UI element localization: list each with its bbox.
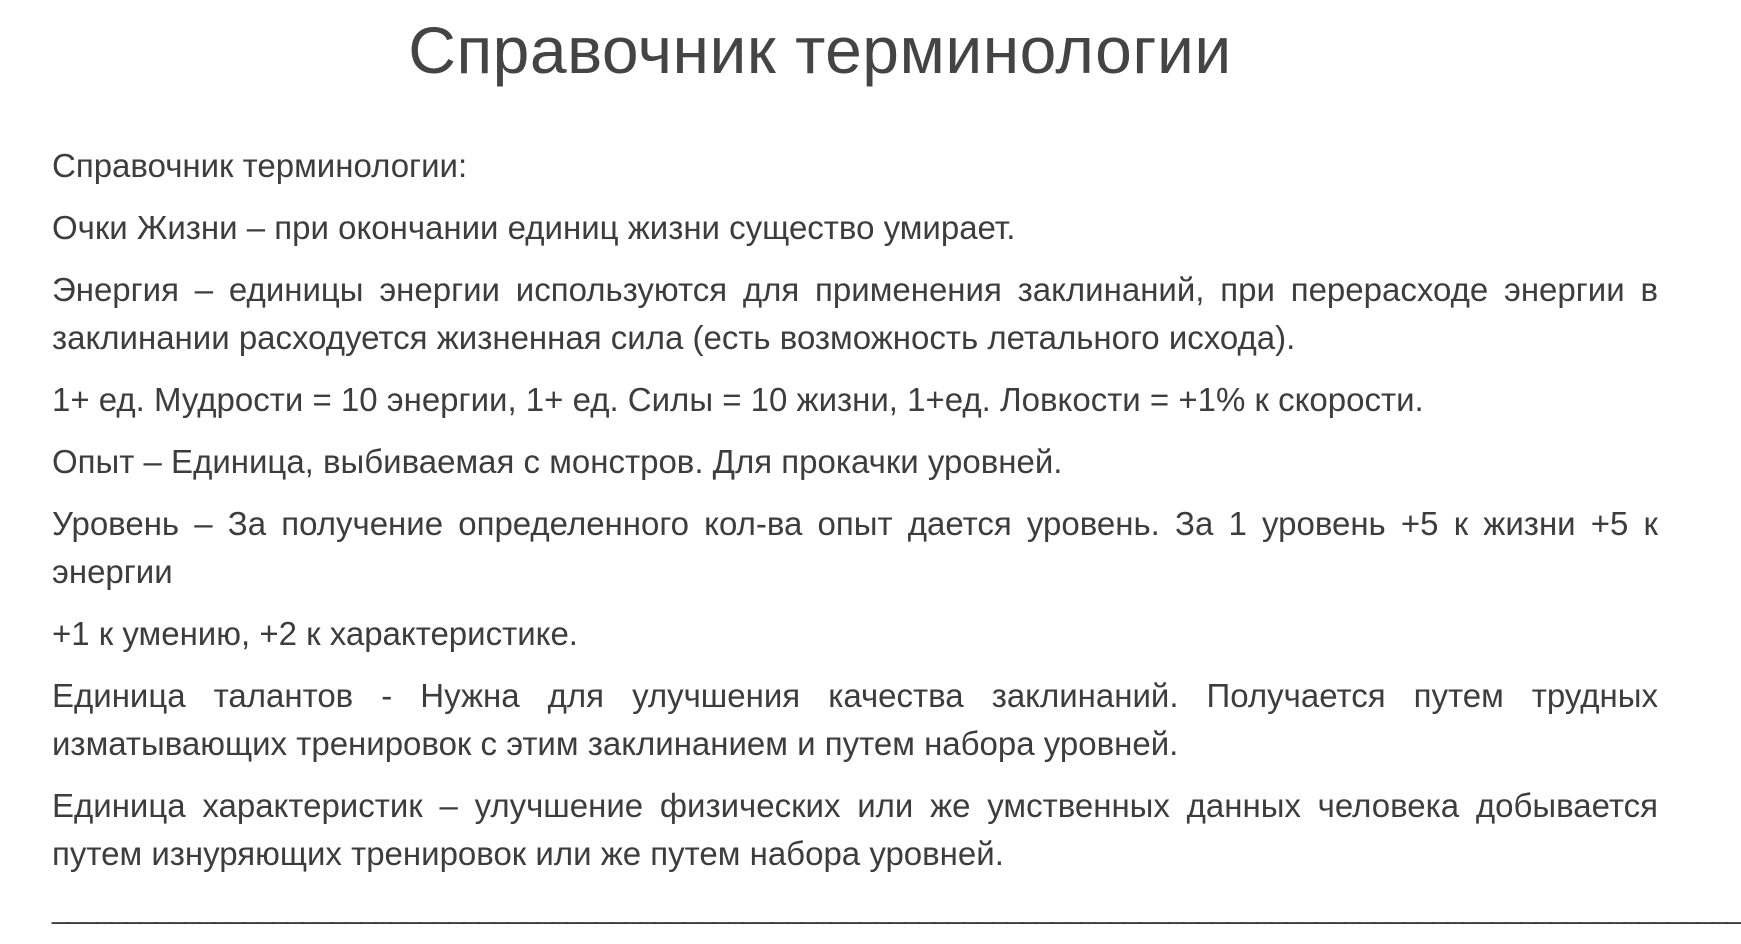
- page-title: Справочник терминологии: [408, 13, 1232, 87]
- paragraph-level: Уровень – За получение определенного кол-ва опыт дается уровень. За 1 уровень +5 к жизни +5 к энергии: [52, 505, 1658, 590]
- paragraph-heading: Справочник терминологии:: [52, 147, 468, 184]
- separator-line: ___________________________________________________________________________________________________________________: [52, 892, 1741, 925]
- paragraph-energy: Энергия – единицы энергии используются для применения заклинаний, при перерасходе энергии в заклинании расходуется жизненная сила (есть возможность летального исхода).: [52, 271, 1658, 356]
- document-body: [52, 142, 1741, 940]
- paragraph-experience: Опыт – Единица, выбиваемая с монстров. Для прокачки уровней.: [52, 443, 1063, 480]
- paragraph-level-bonus: +1 к умению, +2 к характеристике.: [52, 615, 578, 652]
- paragraph-characteristic-units: Единица характеристик – улучшение физических или же умственных данных человека добывается путем изнуряющих тренировок или же путем набора уровней.: [52, 787, 1658, 872]
- paragraph-stat-conversion: 1+ ед. Мудрости = 10 энергии, 1+ ед. Силы = 10 жизни, 1+ед. Ловкости = +1% к скорости.: [52, 381, 1424, 418]
- paragraph-life-points: Очки Жизни – при окончании единиц жизни существо умирает.: [52, 209, 1016, 246]
- paragraph-talent-units: Единица талантов - Нужна для улучшения качества заклинаний. Получается путем трудных изматывающих тренировок с этим заклинанием и путем набора уровней.: [52, 677, 1658, 762]
